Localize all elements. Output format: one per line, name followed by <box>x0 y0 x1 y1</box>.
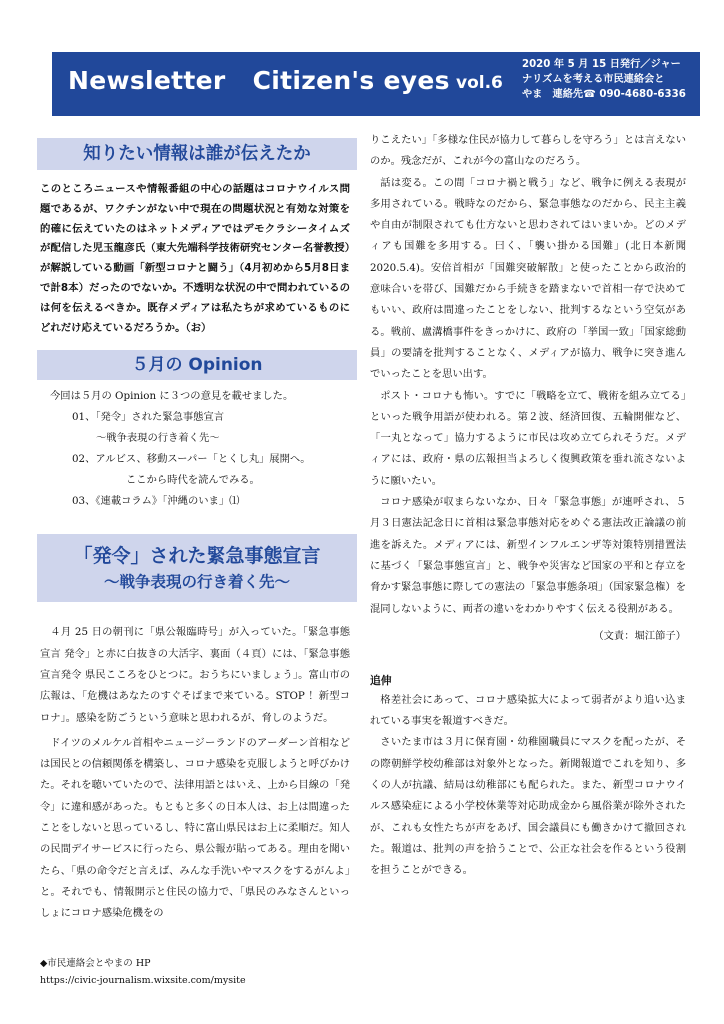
article-title: 「発令」された緊急事態宣言 <box>73 545 321 568</box>
article-paragraph: ドイツのメルケル首相やニュージーランドのアーダーン首相などは国民との信頼関係を構築し、コロナ感染を克服しようと呼びかけた。それを聴いていたので、法律用語とはいえ、上から目線の「発令」に違和感があった。もともと多くの日本人は、お上は間違ったことをしないと思っているし、特に富山県民はお上に柔順だ。知人の民間デイサービスに行ったら、県公報が貼ってある。理由を聞いたら、「県の命令だと言えば、みんな手洗いやマスクをするがんよ」と。それでも、情報開示と住民の協力で、「県民のみなさんといっしょにコロナ感染危機をの <box>40 736 350 920</box>
publication-info-line: やま 連絡先☎ 090-4680-6336 <box>522 89 686 101</box>
section-heading-info: 知りたい情報は誰が伝えたか <box>37 138 357 170</box>
footer <box>40 955 340 989</box>
article-paragraph: ポスト・コロナも怖い。すでに「戦略を立て、戦術を組み立てる」といった戦争用語が使われる。第２波、経済回復、五輪開催など、「一丸となって」協力するように市民は攻め立てられそうだ。メディアには、政府・県の広報担当よろしく復興政策を垂れ流さないように願いたい。 <box>370 389 686 487</box>
opinion-intro: 今回は５月の Opinion に３つの意見を載せました。 <box>50 390 294 403</box>
left-column <box>40 138 350 925</box>
addendum-paragraph: さいたま市は３月に保育園・幼稚園職員にマスクを配ったが、その際朝鮮学校幼稚部は対象外となった。新聞報道でこれを知り、多くの人が抗議、結局は幼稚部にも配られた。また、新型コロナウイルス感染症による小学校休業等対応助成金から風俗業が除外されたが、これも女性たちが声をあげ、国会議員にも働きかけて撤回された。報道は、批判の声を拾うことで、公正な社会を作るという役割を担うことができる。 <box>370 736 686 877</box>
newsletter-banner <box>52 52 700 116</box>
addendum-paragraph: 格差社会にあって、コロナ感染拡大によって弱者がより追い込まれている事実を報道すべきだ。 <box>370 693 686 728</box>
article-paragraph: コロナ感染が収まらないなか、日々「緊急事態」が連呼され、５月３日憲法記念日に首相は緊急事態対応をめぐる憲法改正論議の前進を訴えた。メディアには、新型インフルエンザ等対策特別措置法に基づく「緊急事態宣言」と、戦争や災害など国家の平和と存立を脅かす緊急事態に際しての憲法の「緊急事態条項」（国家緊急権）を混同しないように、両者の違いをわかりやすく伝える役割がある。 <box>370 496 686 615</box>
opinion-item: 02、アルビス、移動スーパー「とくし丸」展開へ。 <box>72 453 311 466</box>
opinion-item: ここから時代を読んでみる。 <box>126 474 260 487</box>
publication-info <box>522 57 696 103</box>
article-heading <box>37 534 357 602</box>
homepage-label: ◆市民連絡会とやまの HP <box>40 958 151 969</box>
publication-info-line: 2020 年 5 月 15 日発行／ジャー <box>522 59 681 70</box>
publication-info-line: ナリズムを考える市民連絡会と <box>522 74 665 86</box>
article-subtitle: ～戦争表現の行き着く先～ <box>103 573 290 592</box>
section-heading-opinion: ５月の Opinion <box>37 350 357 380</box>
addendum-title: 追伸 <box>370 673 392 687</box>
article-credit: （文責：堀江節子） <box>593 629 686 642</box>
section-info-body: このところニュースや情報番組の中心の話題はコロナウイルス問題であるが、ワクチンがない中で現在の問題状況と有効な対策を的確に伝えていたのはネットメディアではデモクラシータイムズが配信した児玉龍彦氏（東大先端科学技術研究センター名誉教授）が解説している動画「新型コロナと闘う」（4月初めから5月8日まで計8本）だったのでないか。不透明な状況の中で問われているのは何を伝えるべきか。既存メディアは私たちが求めているものにどれだけ応えているだろうか。（お） <box>40 183 350 334</box>
opinion-item: 01、「発令」された緊急事態宣言 <box>72 411 225 424</box>
newsletter-title: Newsletter Citizen's eyes <box>68 66 450 95</box>
opinion-item: 03、《連載コラム》「沖縄のいま」⑴ <box>72 495 240 508</box>
article-left-body <box>40 622 350 924</box>
article-paragraph: ４月 25 日の朝刊に「県公報臨時号」が入っていた。「緊急事態宣言 発令」と赤に白抜きの大活字、裏面（４頁）には、「緊急事態宣言発令 県民こころをひとつに。おうちにいましょう」。富山市の広報は、「危機はあなたのすぐそばまで来ている。STOP ！新型コロナ」。感染を防ごうという意味と思われるが、脅しのようだ。 <box>40 626 350 724</box>
article-paragraph: 話は変る。この間「コロナ禍と戦う」など、戦争に例える表現が多用されている。戦時なのだから、緊急事態なのだから、民主主義や自由が制限されても仕方ないと思わされてはいまいか。どのメディアも国難を多用する。曰く、「襲い掛かる国難」(北日本新聞 2020.5.4)。安倍首相が「国難突破解散」と使ったことから政治的意味合いを帯び、国難だから手続きを踏まないで首相一存で決めてもいい、政府は間違ったことをしない、批判するなという空気がある。戦前、盧溝橋事件をきっかけに、政府の「挙国一致」「国家総動員」の要請を批判することなく、メディアが協力、戦争に突き進んでいったことを思い出す。 <box>370 176 686 381</box>
homepage-link[interactable]: https://civic-journalism.wixsite.com/mysite <box>40 975 246 986</box>
volume-label: vol.6 <box>456 73 503 93</box>
article-paragraph: りこえたい」「多様な住民が協力して暮らしを守ろう」とは言えないのか。残念だが、これが今の富山なのだろう。 <box>370 134 686 168</box>
right-column <box>370 130 686 882</box>
opinion-item: ～戦争表現の行き着く先～ <box>96 432 220 445</box>
opinion-list <box>40 407 350 512</box>
